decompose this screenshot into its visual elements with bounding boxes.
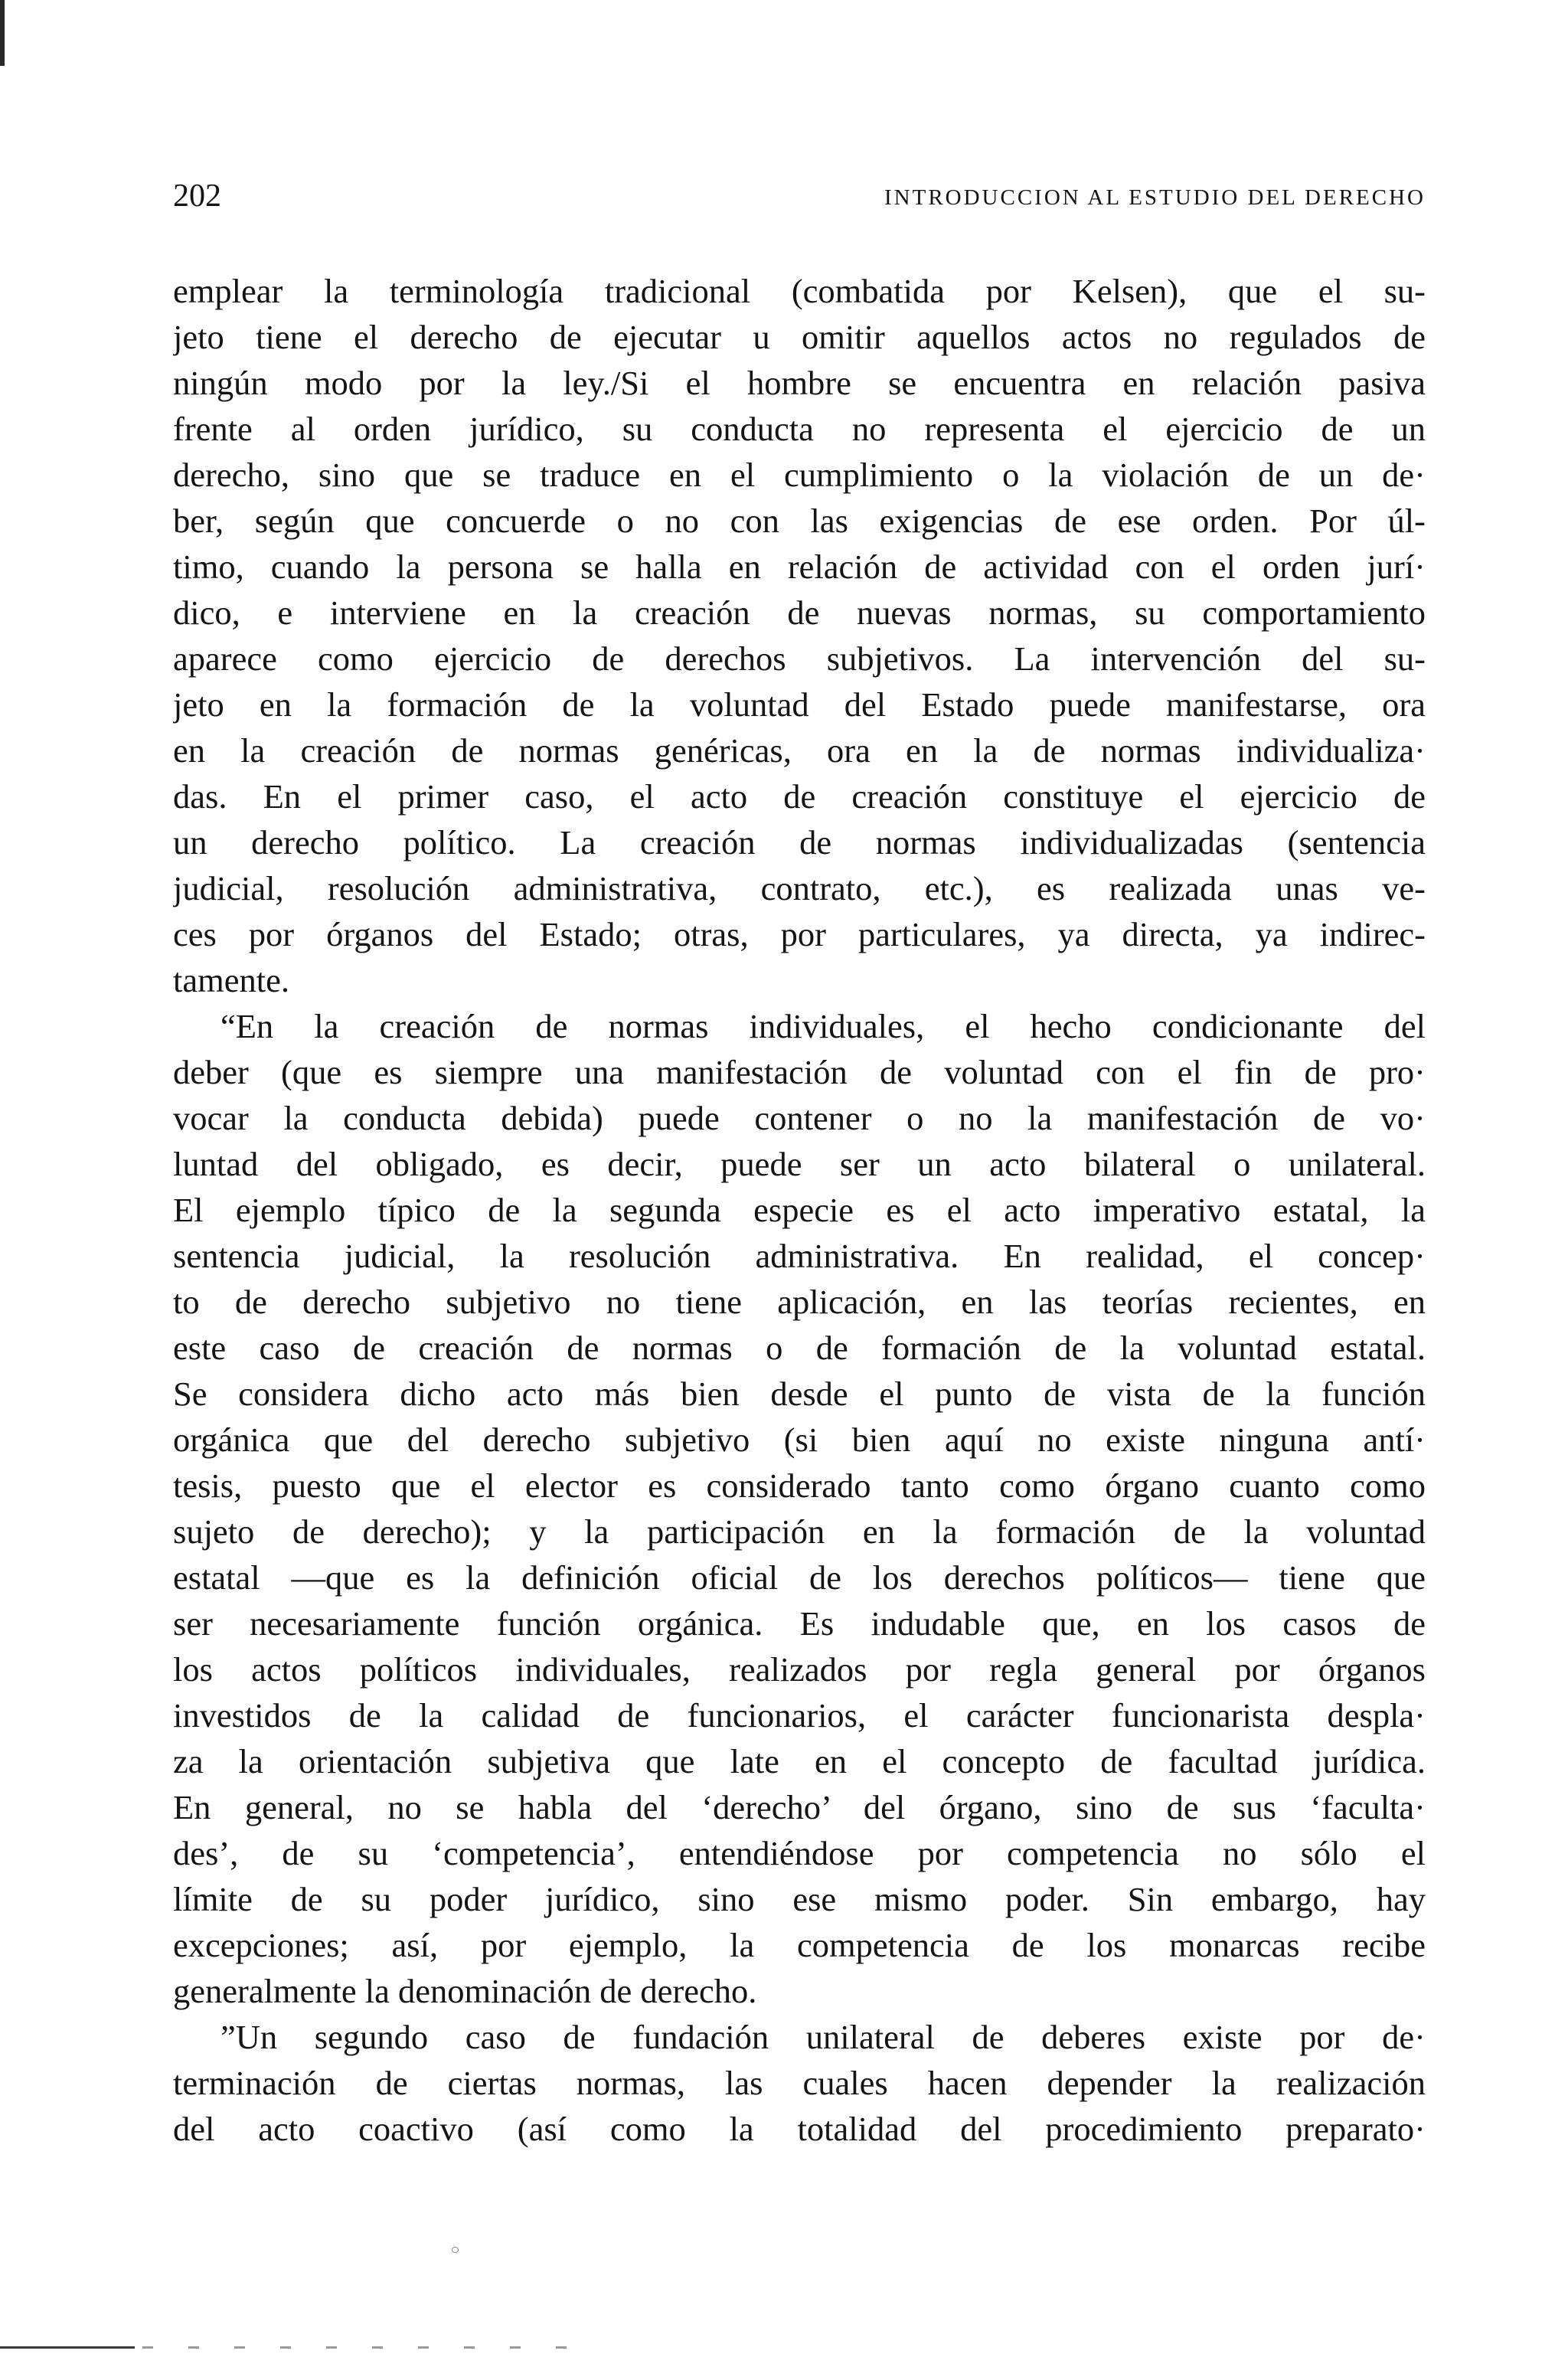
text-line: dico, e interviene en la creación de nuevas normas, su comportamiento (173, 593, 1426, 632)
text-line: deber (que es siempre una manifestación de voluntad con el fin de pro· (173, 1053, 1426, 1091)
text-line: generalmente la denominación de derecho. (173, 1972, 757, 2010)
text-line: ningún modo por la ley./Si el hombre se encuentra en relación pasiva (173, 364, 1426, 402)
text-line: ces por órganos del Estado; otras, por particulares, ya directa, ya indirec- (173, 915, 1426, 953)
text-line: este caso de creación de normas o de formación de la voluntad estatal. (173, 1329, 1426, 1367)
scan-bottom-dashes (142, 2346, 571, 2349)
text-line: orgánica que del derecho subjetivo (si bien aquí no existe ninguna antí· (173, 1421, 1426, 1459)
text-line: tamente. (173, 961, 289, 999)
text-line: derecho, sino que se traduce en el cumplimiento o la violación de un de· (173, 456, 1426, 494)
text-line: “En la creación de normas individuales, el hecho condicionante del (220, 1007, 1426, 1045)
text-line: jeto en la formación de la voluntad del Estado puede manifestarse, ora (173, 685, 1426, 724)
text-line: terminación de ciertas normas, las cuales hacen depender la realización (173, 2064, 1426, 2102)
text-line: judicial, resolución administrativa, contrato, etc.), es realizada unas ve- (173, 869, 1426, 907)
text-line: vocar la conducta debida) puede contener o no la manifestación de vo· (173, 1099, 1426, 1137)
scan-bottom-rule (0, 2346, 135, 2349)
text-line: En general, no se habla del ‘derecho’ del órgano, sino de sus ‘faculta· (173, 1788, 1426, 1826)
text-line: sentencia judicial, la resolución administrativa. En realidad, el concep· (173, 1237, 1426, 1275)
text-line: luntad del obligado, es decir, puede ser un acto bilateral o unilateral. (173, 1145, 1426, 1183)
text-line: das. En el primer caso, el acto de creación constituye el ejercicio de (173, 777, 1426, 816)
text-line: tesis, puesto que el elector es considerado tanto como órgano cuanto como (173, 1466, 1426, 1505)
text-line: ber, según que concuerde o no con las exigencias de ese orden. Por úl- (173, 502, 1426, 540)
running-head (173, 175, 1426, 217)
text-line: excepciones; así, por ejemplo, la competencia de los monarcas recibe (173, 1926, 1426, 1964)
text-line: jeto tiene el derecho de ejecutar u omitir aquellos actos no regulados de (173, 318, 1426, 356)
text-line: Se considera dicho acto más bien desde el punto de vista de la función (173, 1375, 1426, 1413)
text-line: límite de su poder jurídico, sino ese mismo poder. Sin embargo, hay (173, 1880, 1426, 1918)
scan-speck (452, 2247, 459, 2253)
text-line: aparece como ejercicio de derechos subjetivos. La intervención del su- (173, 639, 1426, 678)
text-line: del acto coactivo (así como la totalidad del procedimiento preparato· (173, 2110, 1426, 2148)
text-line: za la orientación subjetiva que late en el concepto de facultad jurídica. (173, 1742, 1426, 1780)
text-line: des’, de su ‘competencia’, entendiéndose por competencia no sólo el (173, 1834, 1426, 1872)
text-line: estatal —que es la definición oficial de los derechos políticos— tiene que (173, 1558, 1426, 1597)
page-number: 202 (173, 178, 221, 214)
running-title: INTRODUCCION AL ESTUDIO DEL DERECHO (884, 185, 1426, 210)
text-line: un derecho político. La creación de normas individualizadas (sentencia (173, 823, 1426, 861)
text-line: El ejemplo típico de la segunda especie es el acto imperativo estatal, la (173, 1191, 1426, 1229)
text-line: timo, cuando la persona se halla en relación de actividad con el orden jurí· (173, 548, 1426, 586)
body-text (173, 268, 1426, 2152)
text-line: ”Un segundo caso de fundación unilateral de deberes existe por de· (220, 2018, 1426, 2056)
text-line: sujeto de derecho); y la participación en la formación de la voluntad (173, 1512, 1426, 1551)
text-line: emplear la terminología tradicional (combatida por Kelsen), que el su- (173, 272, 1426, 310)
text-line: en la creación de normas genéricas, ora en la de normas individualiza· (173, 731, 1426, 770)
text-line: to de derecho subjetivo no tiene aplicación, en las teorías recientes, en (173, 1283, 1426, 1321)
text-line: ser necesariamente función orgánica. Es indudable que, en los casos de (173, 1604, 1426, 1643)
text-line: los actos políticos individuales, realizados por regla general por órganos (173, 1650, 1426, 1689)
text-line: investidos de la calidad de funcionarios, el carácter funcionarista despla· (173, 1696, 1426, 1734)
text-line: frente al orden jurídico, su conducta no representa el ejercicio de un (173, 410, 1426, 448)
scan-edge-mark (0, 0, 5, 66)
